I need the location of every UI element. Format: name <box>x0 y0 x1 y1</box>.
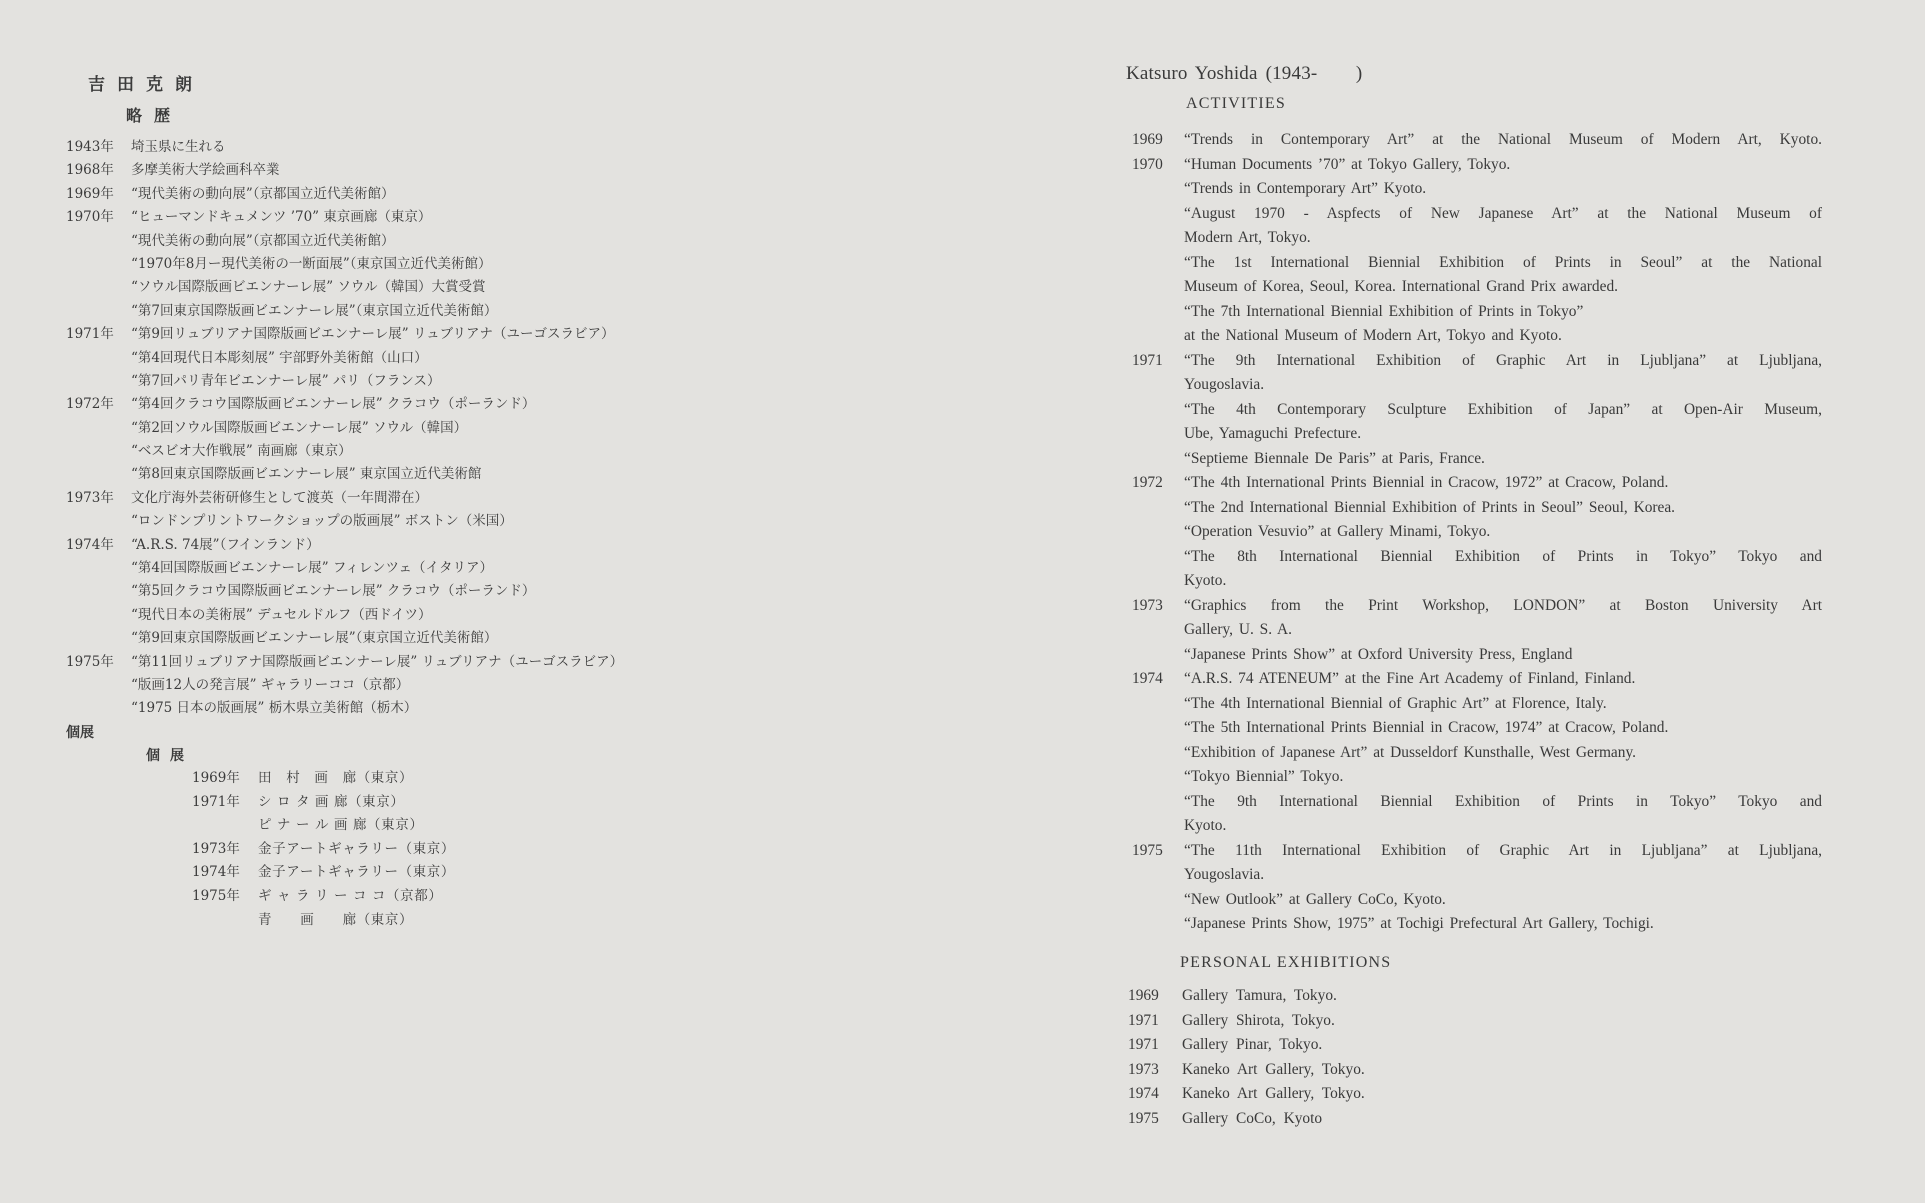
entry-year: 1972年 <box>66 396 114 413</box>
entry-text: “A.R.S. 74 ATENEUM” at the Fine Art Academy of Finland, Finland. <box>1184 670 1636 687</box>
solo-exhibition-entry <box>192 767 612 791</box>
activity-entry <box>1132 422 1822 447</box>
history-entry <box>66 580 786 603</box>
activity-entry <box>1132 128 1822 153</box>
solo-exhibition-entry <box>192 861 612 885</box>
entry-text: “Exhibition of Japanese Art” at Dusseldorf Kunsthalle, West Germany. <box>1184 743 1637 761</box>
entry-text: “A.R.S. 74展”（フインランド） <box>131 536 320 553</box>
activity-entry <box>1132 741 1822 766</box>
entry-year: 1971年 <box>66 326 114 343</box>
activity-entry <box>1132 520 1822 545</box>
personal-exhibition-entry <box>1128 1082 1628 1107</box>
activity-entry <box>1132 569 1822 594</box>
activity-entry <box>1132 912 1822 937</box>
entry-text: “Japanese Prints Show, 1975” at Tochigi Prefectural Art Gallery, Tochigi. <box>1184 915 1654 932</box>
entry-text: “1970年8月ー現代美術の一断面展”（東京国立近代美術館） <box>131 255 492 272</box>
entry-text: “第7回パリ青年ビエンナーレ展” パリ（フランス） <box>131 372 441 389</box>
activity-entry <box>1132 398 1822 423</box>
history-entry <box>66 534 786 557</box>
activities-heading: ACTIVITIES <box>1186 95 1286 112</box>
entry-year: 1975年 <box>66 653 114 670</box>
entry-text: ギ ャ ラ リ ー コ コ（京都） <box>258 887 443 904</box>
entry-text: “Japanese Prints Show” at Oxford University Press, England <box>1184 645 1573 663</box>
entry-text: ピ ナ ー ル 画 廊（東京） <box>258 817 424 834</box>
entry-text: Gallery, U. S. A. <box>1184 621 1293 638</box>
history-entry <box>66 183 786 206</box>
history-entry <box>66 323 786 346</box>
entry-text: “ヒューマンドキュメンツ ’70” 東京画廊（東京） <box>131 209 432 226</box>
personal-exhibition-entry <box>1128 1058 1628 1083</box>
activity-entry <box>1132 814 1822 839</box>
entry-text: “第9回リュブリアナ国際版画ビエンナーレ展” リュブリアナ（ユーゴスラビア） <box>131 326 615 343</box>
entry-text: “ベスビオ大作戦展” 南画廊（東京） <box>131 443 352 460</box>
entry-year: 1973年 <box>192 840 240 857</box>
entry-year: 1971 <box>1128 1011 1159 1029</box>
history-entry <box>66 159 786 182</box>
entry-text: “第4回クラコウ国際版画ビエンナーレ展” クラコウ（ポーランド） <box>131 396 536 413</box>
personal-exhibition-entry <box>1128 1033 1628 1058</box>
entry-year: 1975 <box>1132 841 1163 859</box>
history-entry <box>66 627 786 650</box>
entry-text: “Operation Vesuvio” at Gallery Minami, Tokyo. <box>1184 523 1491 540</box>
entry-text: 青 画 廊（東京） <box>258 911 414 928</box>
solo-heading-japanese: 個展 <box>146 748 194 764</box>
solo-exhibition-entry <box>192 909 612 933</box>
entry-text: Kaneko Art Gallery, Tokyo. <box>1182 1060 1365 1078</box>
activity-entry <box>1132 594 1822 619</box>
entry-text: at the National Museum of Modern Art, Tokyo and Kyoto. <box>1184 327 1562 344</box>
entry-year: 1974年 <box>192 864 240 881</box>
entry-year: 1971 <box>1132 351 1163 369</box>
entry-text: “The 5th International Prints Biennial in Cracow, 1974” at Cracow, Poland. <box>1184 719 1669 736</box>
entry-text: “Graphics from the Print Workshop, LONDON” at Boston University Art <box>1184 596 1822 614</box>
entry-year: 1969 <box>1128 987 1159 1004</box>
entry-text: “Human Documents ’70” at Tokyo Gallery, Tokyo. <box>1184 155 1511 173</box>
entry-text: Kyoto. <box>1184 572 1227 589</box>
entry-text: “The 9th International Exhibition of Graphic Art in Ljubljana” at Ljubljana, <box>1184 351 1822 369</box>
entry-text: “The 9th International Biennial Exhibition of Prints in Tokyo” Tokyo and <box>1184 792 1822 810</box>
activity-entry <box>1132 839 1822 864</box>
entry-text: “現代美術の動向展”（京都国立近代美術館） <box>131 185 395 202</box>
entry-text: シ ロ タ 画 廊（東京） <box>258 793 405 810</box>
entry-year: 1975年 <box>192 887 240 904</box>
entry-text: 多摩美術大学絵画科卒業 <box>131 162 280 179</box>
activity-entry <box>1132 618 1822 643</box>
history-entry <box>66 253 786 276</box>
entry-text: Kaneko Art Gallery, Tokyo. <box>1182 1085 1365 1103</box>
artist-name-english: Katsuro Yoshida (1943- ) <box>1126 63 1363 84</box>
entry-text: “Septieme Biennale De Paris” at Paris, France. <box>1184 449 1485 467</box>
entry-text: Gallery Pinar, Tokyo. <box>1182 1036 1323 1054</box>
entry-text: Modern Art, Tokyo. <box>1184 229 1311 246</box>
entry-text: “August 1970 - Aspfects of New Japanese Art” at the National Museum of <box>1184 204 1822 222</box>
entry-text: 金子アートギャラリー（東京） <box>258 840 455 857</box>
activity-entry <box>1132 202 1822 227</box>
activity-entry <box>1132 496 1822 521</box>
entry-year: 1973 <box>1128 1060 1159 1078</box>
entry-text: “第11回リュブリアナ国際版画ビエンナーレ展” リュブリアナ（ユーゴスラビア） <box>131 653 624 670</box>
activity-entry <box>1132 716 1822 741</box>
entry-text: Yougoslavia. <box>1184 376 1265 393</box>
entry-year: 1969年 <box>192 770 240 786</box>
entry-year: 1943年 <box>66 139 114 155</box>
entry-text: “第7回東京国際版画ビエンナーレ展”（東京国立近代美術館） <box>131 302 498 319</box>
history-entry <box>66 651 786 674</box>
entry-text: “The 4th Contemporary Sculpture Exhibition of Japan” at Open-Air Museum, <box>1184 400 1822 418</box>
history-entry <box>66 347 786 370</box>
activity-entry <box>1132 324 1822 349</box>
history-entry <box>66 440 786 463</box>
entry-text: “第8回東京国際版画ビエンナーレ展” 東京国立近代美術館 <box>131 466 482 483</box>
entry-text: Kyoto. <box>1184 817 1227 834</box>
activity-entry <box>1132 300 1822 325</box>
entry-year: 1975 <box>1128 1109 1159 1127</box>
history-entry <box>66 393 786 416</box>
activity-entry <box>1132 226 1822 251</box>
personal-exhibition-entry <box>1128 984 1628 1009</box>
entry-year: 1974年 <box>66 536 114 553</box>
history-entry <box>66 487 786 510</box>
history-entry <box>66 230 786 253</box>
activity-entry <box>1132 471 1822 496</box>
activity-entry <box>1132 177 1822 202</box>
entry-year: 1969 <box>1132 131 1163 148</box>
activity-entry <box>1132 153 1822 178</box>
entry-text: “ロンドンプリントワークショップの版画展” ボストン（米国） <box>131 513 513 530</box>
solo-list-japanese <box>192 767 612 932</box>
activity-entry <box>1132 275 1822 300</box>
history-entry <box>66 417 786 440</box>
entry-text: 文化庁海外芸術研修生として渡英（一年間滞在） <box>131 489 428 506</box>
entry-text: Ube, Yamaguchi Prefecture. <box>1184 425 1362 442</box>
entry-year: 1971年 <box>192 793 240 810</box>
entry-year: 1974 <box>1128 1085 1159 1103</box>
biography-heading-japanese: 略歴 <box>126 106 183 125</box>
entry-year: 1969年 <box>66 185 114 202</box>
entry-text: “第4回国際版画ビエンナーレ展” フィレンツェ（イタリア） <box>131 560 493 577</box>
solo-exhibition-entry <box>192 791 612 815</box>
entry-year: 1968年 <box>66 162 114 179</box>
solo-exhibition-entry <box>192 814 612 838</box>
entry-year: 1972 <box>1132 474 1163 491</box>
personal-exhibition-entry <box>1128 1107 1628 1132</box>
activity-entry <box>1132 251 1822 276</box>
entry-text: “第9回東京国際版画ビエンナーレ展”（東京国立近代美術館） <box>131 630 498 647</box>
personal-exhibition-entry <box>1128 1009 1628 1034</box>
entry-text: Yougoslavia. <box>1184 866 1265 883</box>
entry-text: “The 11th International Exhibition of Graphic Art in Ljubljana” at Ljubljana, <box>1184 841 1822 859</box>
entry-year: 1973 <box>1132 596 1163 614</box>
entry-text: “版画12人の発言展” ギャラリーココ（京都） <box>131 676 410 693</box>
entry-year: 1971 <box>1128 1036 1159 1054</box>
activity-entry <box>1132 692 1822 717</box>
personal-exhibitions-heading: PERSONAL EXHIBITIONS <box>1180 954 1392 971</box>
history-entry <box>66 674 786 697</box>
entry-text: “第5回クラコウ国際版画ビエンナーレ展” クラコウ（ポーランド） <box>131 583 536 600</box>
history-list-japanese <box>66 136 786 721</box>
entry-text: “第4回現代日本彫刻展” 宇部野外美術館（山口） <box>131 349 428 366</box>
activity-entry <box>1132 667 1822 692</box>
entry-text: “The 2nd International Biennial Exhibition of Prints in Seoul” Seoul, Korea. <box>1184 498 1676 516</box>
activity-entry <box>1132 545 1822 570</box>
history-entry <box>66 370 786 393</box>
activities-list <box>1132 128 1822 937</box>
entry-text: Gallery Tamura, Tokyo. <box>1182 987 1337 1004</box>
solo-exhibition-entry <box>192 838 612 862</box>
entry-text: “ソウル国際版画ビエンナーレ展” ソウル（韓国）大賞受賞 <box>131 279 486 296</box>
entry-year: 1973年 <box>66 489 114 506</box>
entry-text: “The 4th International Biennial of Graphic Art” at Florence, Italy. <box>1184 694 1607 712</box>
personal-exhibitions-list <box>1128 984 1628 1132</box>
activity-entry <box>1132 765 1822 790</box>
entry-text: “The 4th International Prints Biennial in Cracow, 1972” at Cracow, Poland. <box>1184 474 1669 491</box>
history-entry <box>66 300 786 323</box>
entry-text: “New Outlook” at Gallery CoCo, Kyoto. <box>1184 890 1446 908</box>
solo-exhibition-entry <box>192 885 612 909</box>
activity-entry <box>1132 863 1822 888</box>
entry-text: Museum of Korea, Seoul, Korea. International Grand Prix awarded. <box>1184 278 1618 295</box>
entry-text: “The 1st International Biennial Exhibition of Prints in Seoul” at the National <box>1184 253 1822 271</box>
history-entry <box>66 604 786 627</box>
activity-entry <box>1132 790 1822 815</box>
activity-entry <box>1132 349 1822 374</box>
entry-text: “現代美術の動向展”（京都国立近代美術館） <box>131 232 395 249</box>
history-entry <box>66 510 786 533</box>
entry-text: “現代日本の美術展” デュセルドルフ（西ドイツ） <box>131 606 432 623</box>
history-entry <box>66 136 786 159</box>
activity-entry <box>1132 643 1822 668</box>
entry-text: “第2回ソウル国際版画ビエンナーレ展” ソウル（韓国） <box>131 419 468 436</box>
entry-text: Gallery CoCo, Kyoto <box>1182 1109 1323 1127</box>
activity-entry <box>1132 373 1822 398</box>
history-entry <box>66 206 786 229</box>
entry-year: 1974 <box>1132 670 1163 687</box>
activity-entry <box>1132 447 1822 472</box>
entry-text: 金子アートギャラリー（東京） <box>258 864 455 881</box>
entry-text: Gallery Shirota, Tokyo. <box>1182 1011 1335 1029</box>
history-entry <box>66 463 786 486</box>
entry-year: 1970 <box>1132 155 1163 173</box>
solo-section-label-japanese: 個展 <box>66 725 94 741</box>
activity-entry <box>1132 888 1822 913</box>
history-entry <box>66 557 786 580</box>
history-entry <box>66 276 786 299</box>
artist-name-japanese: 吉田克朗 <box>88 75 204 95</box>
entry-year: 1970年 <box>66 209 114 226</box>
history-entry <box>66 697 786 720</box>
entry-text: 田 村 画 廊（東京） <box>258 770 414 786</box>
entry-text: “The 7th International Biennial Exhibition of Prints in Tokyo” <box>1184 302 1584 320</box>
entry-text: 埼玉県に生れる <box>131 139 226 155</box>
entry-text: “1975 日本の版画展” 栃木県立美術館（栃木） <box>131 700 418 717</box>
entry-text: “The 8th International Biennial Exhibition of Prints in Tokyo” Tokyo and <box>1184 547 1822 565</box>
entry-text: “Trends in Contemporary Art” Kyoto. <box>1184 180 1427 197</box>
entry-text: “Tokyo Biennial” Tokyo. <box>1184 768 1344 785</box>
entry-text: “Trends in Contemporary Art” at the National Museum of Modern Art, Kyoto. <box>1184 131 1822 148</box>
